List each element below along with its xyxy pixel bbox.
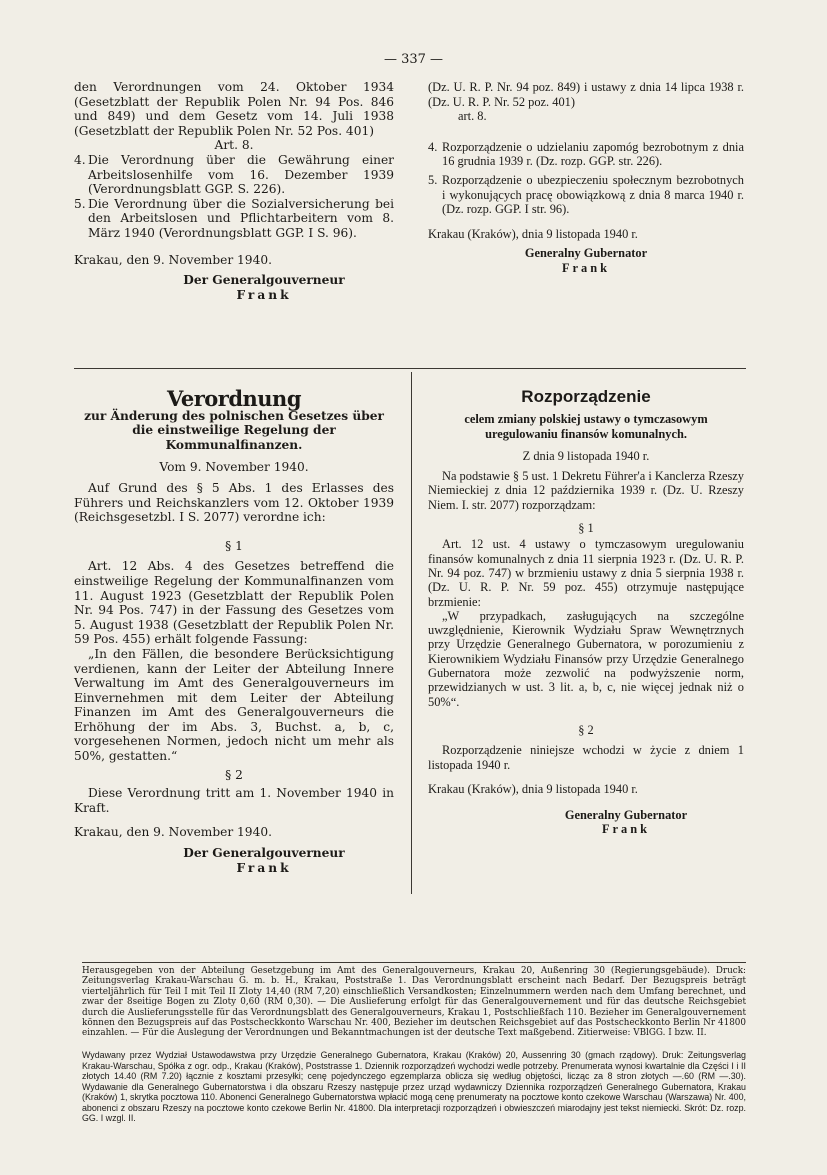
- section-heading: § 1: [578, 521, 594, 536]
- section-text: Art. 12 Abs. 4 des Gesetzes betreffend die einstweilige Regelung der Kommunalfinanzen vom 11. August 1923 (Gesetzblatt der Republik Polen Nr. 94 Pos. 747) in der Fassung des Gesetzes vom 5. August 1938 (Gesetzblatt der Republik Polen Nr. 59 Pos. 455) erhält folgende Fassung:: [74, 559, 394, 647]
- polish-ordinance: [428, 387, 744, 837]
- signature-title: Generalny Gubernator: [564, 808, 688, 823]
- section-heading: § 2: [578, 722, 594, 737]
- place-date: Krakau (Kraków), dnia 9 listopada 1940 r.: [428, 226, 638, 241]
- section-text: Art. 12 ust. 4 ustawy o tymczasowym uregulowaniu finansów komunalnych z dnia 11 sierpnia 1923 r. (Dz. U. R. P. Nr. 94 poz. 747) w brzmieniu ustawy z dnia 5 sierpnia 1938 r. (Dz. U. R. P. Nr. 59 poz. 455) otrzymuje następujące brzmienie:: [428, 537, 744, 609]
- list-item: 5. Rozporządzenie o ubezpieczeniu społecznym bezrobotnych i wykonujących pracę obowiązkową z dnia 8 marca 1940 r. (Dz. rozp. GGP. I str. 96).: [428, 172, 744, 217]
- top-polish-column: [428, 80, 744, 276]
- page-number: — 337 —: [383, 52, 444, 67]
- quoted-text: „In den Fällen, die besondere Berücksichtigung verdienen, kann der Leiter der Abteilung Innere Verwaltung im Amt des Generalgouverneurs im Einvernehmen mit dem Leiter der Abteilung Finanzen im Amt des Generalgouverneurs die Erhöhung der im Abs. 3, Buchst. a, b, c, vorgesehenen Normen, jedoch nicht um mehr als 50%, gestatten.“: [74, 646, 394, 764]
- ordinance-title: Rozporządzenie: [521, 387, 651, 406]
- footer-polish: Wydawany przez Wydział Ustawodawstwa przy Urzędzie Generalnego Gubernatora, Krakau (Kraków) 20, Aussenring 30 (gmach rządowy). Druk: Zeitungsverlag Krakau-Warschau, Spółka z ogr. odp., Krakau (Kraków), Poststrasse 1. Dziennik rozporządzeń wychodzi wedle potrzeby. Prenumerata wynosi kwartalnie dla Części I i II złotych 14.40 (RM 7.20) łącznie z kosztami przesyłki; cenę pojedynczego egzemplarza oblicza się według objętości, licząc za 8 stron złotych —.60 (RM —.30). Wydawanie dla Generalnego Gubernatorstwa i dla obszaru Rzeszy następuje przez urząd wydawniczy Dziennika rozporządzeń Generalnego Gubernatora, Krakau (Kraków) 1, skrytka pocztowa 110. Abonenci Generalnego Gubernatorstwa wpłacić mogą cenę prenumeraty na pocztowe konto czekowe Warschau (Warszawa) Nr. 400, abonenci z obszaru Rzeszy na pocztowe konto czekowe Berlin Nr. 41800. Dla interpretacji rozporządzeń i obwieszczeń miarodajny jest tekst niemiecki. Skrót: Dz. rozp. GG. I wzgl. II.: [82, 1050, 746, 1123]
- column-divider: [411, 372, 412, 894]
- list-item: 4. Die Verordnung über die Gewährung einer Arbeitslosenhilfe vom 16. Dezember 1939 (Verordnungsblatt GGP. S. 226).: [74, 152, 394, 197]
- german-ordinance: [74, 386, 394, 875]
- signature-name: Frank: [561, 260, 611, 275]
- signature-title: Der Generalgouverneur: [183, 273, 345, 288]
- ordinance-date: Z dnia 9 listopada 1940 r.: [522, 448, 650, 463]
- section-heading: § 1: [225, 538, 243, 553]
- signature-title: Der Generalgouverneur: [183, 846, 345, 861]
- preamble: Auf Grund des § 5 Abs. 1 des Erlasses des Führers und Reichskanzlers vom 12. Oktober 1939 (Reichsgesetzbl. I S. 2077) verordne ich:: [74, 480, 394, 525]
- section-text: Diese Verordnung tritt am 1. November 1940 in Kraft.: [74, 786, 394, 815]
- continuation-text: (Dz. U. R. P. Nr. 94 poz. 849) i ustawy z dnia 14 lipca 1938 r. (Dz. U. R. P. Nr. 52 poz. 401): [428, 80, 744, 109]
- quoted-text: „W przypadkach, zasługujących na szczególne uwzględnienie, Kierownik Wydziału Spraw Wewnętrznych przy Urzędzie Generalnego Gubernatora, w porozumieniu z Kierownikiem Wydziału Finansów przy Urzędzie Generalnego Gubernatora może zezwolić na podwyższenie norm, przewidzianych w ust. 3 lit. a, b, c, nie więcej jednak niż o 50%“.: [428, 608, 744, 709]
- continuation-text: den Verordnungen vom 24. Oktober 1934 (Gesetzblatt der Republik Polen Nr. 94 Pos. 846 und 849) und dem Gesetz vom 14. Juli 1938 (Gesetzblatt der Republik Polen Nr. 52 Pos. 401): [74, 80, 394, 138]
- list-item: 4. Rozporządzenie o udzielaniu zapomóg bezrobotnym z dnia 16 grudnia 1939 r. (Dz. rozp. GGP. str. 226).: [428, 139, 744, 169]
- place-date: Krakau, den 9. November 1940.: [74, 252, 272, 267]
- section-divider: [74, 368, 746, 369]
- ordinance-subtitle: celem zmiany polskiej ustawy o tymczasowym uregulowaniu finansów komunalnych.: [464, 412, 708, 441]
- article-ref: Art. 8.: [214, 138, 254, 153]
- ordinance-date: Vom 9. November 1940.: [159, 460, 309, 475]
- signature-name: Frank: [236, 287, 292, 302]
- place-date: Krakau, den 9. November 1940.: [74, 825, 272, 840]
- section-text: Rozporządzenie niniejsze wchodzi w życie z dniem 1 listopada 1940 r.: [428, 743, 744, 772]
- ordinance-subtitle: zur Änderung des polnischen Gesetzes über die einstweilige Regelung der Kommunalfinanzen.: [84, 408, 384, 452]
- signature-name: Frank: [601, 822, 651, 837]
- preamble: Na podstawie § 5 ust. 1 Dekretu Führer'a i Kanclerza Rzeszy Niemieckiej z dnia 12 października 1939 r. (Dz. U. Rzeszy Niem. I. str. 2077) rozporządzam:: [428, 469, 744, 512]
- article-ref: art. 8.: [458, 109, 487, 124]
- footer-divider: [82, 962, 746, 963]
- top-german-column: [74, 80, 394, 302]
- ordinance-title: Verordnung: [166, 386, 302, 411]
- signature-name: Frank: [236, 860, 292, 875]
- section-heading: § 2: [225, 767, 243, 782]
- list-item: 5. Die Verordnung über die Sozialversicherung bei den Arbeitslosen und Pflichtarbeitern vom 8. März 1940 (Verordnungsblatt GGP. I S. 96).: [74, 196, 394, 240]
- place-date: Krakau (Kraków), dnia 9 listopada 1940 r.: [428, 781, 638, 796]
- footer-german: Herausgegeben von der Abteilung Gesetzgebung im Amt des Generalgouverneurs, Krakau 20, Außenring 30 (Regierungsgebäude). Druck: Zeitungsverlag Krakau-Warschau G. m. b. H., Krakau, Poststraße 1. Das Verordnungsblatt erscheint nach Bedarf. Der Bezugspreis beträgt vierteljährlich für Teil I mit Teil II Zloty 14,40 (RM 7,20) einschließlich Versandkosten; Einzelnummern werden nach dem Umfang berechnet, und zwar der 8seitige Bogen zu Zloty 0,60 (RM 0,30). — Die Auslieferung erfolgt für das Generalgouvernement und für das deutsche Reichsgebiet durch die Auslieferungsstelle für das Verordnungsblatt des Generalgouverneurs, Krakau 1, Postschließfach 110. Bezieher im Generalgouvernement können den Bezugspreis auf das Postscheckkonto Warschau Nr. 400, Bezieher im deutschen Reichsgebiet auf das Postscheckkonto Berlin Nr 41800 einzahlen. — Für die Auslegung der Verordnungen und Bekanntmachungen ist der deutsche Text maßgebend. Zitierweise: VBlGG. I bzw. II.: [82, 966, 746, 1039]
- signature-title: Generalny Gubernator: [524, 246, 648, 261]
